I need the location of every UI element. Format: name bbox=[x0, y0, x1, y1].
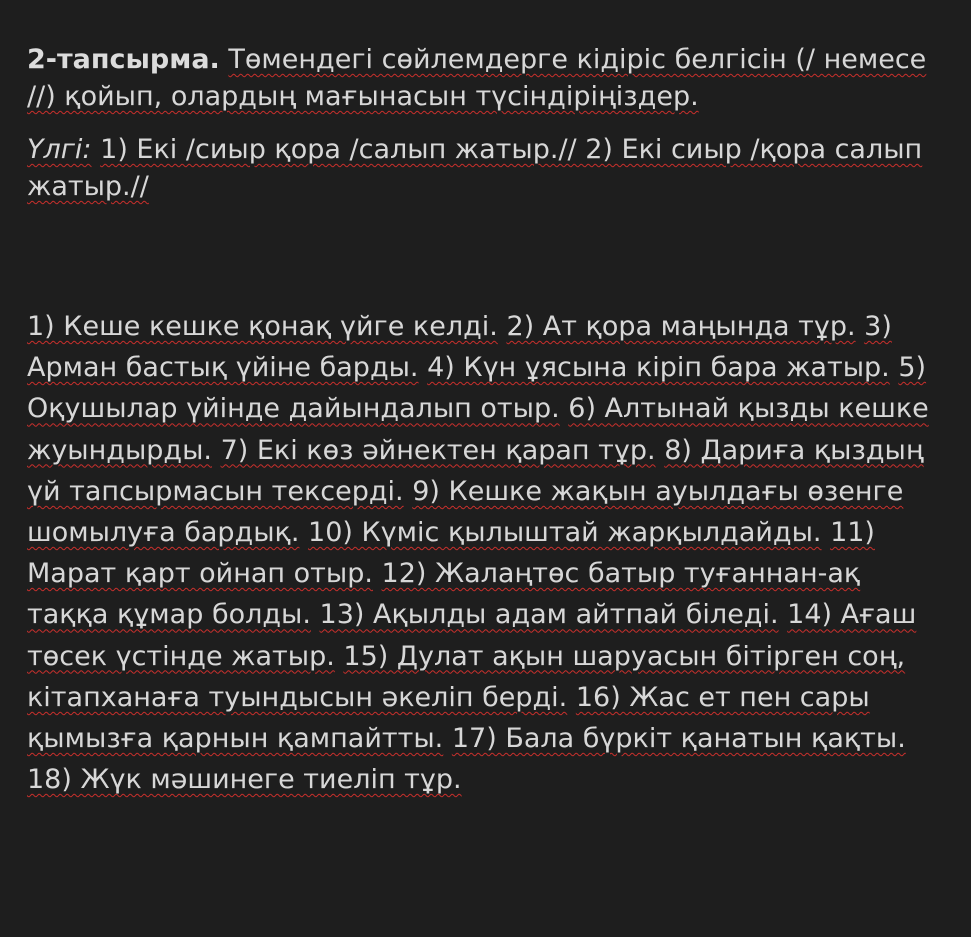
task-paragraph bbox=[27, 41, 931, 115]
sentences-paragraph bbox=[27, 306, 931, 800]
sentence-item: 18) Жүк мәшинеге тиеліп тұр. bbox=[27, 764, 462, 796]
task-label: 2-тапсырма. bbox=[27, 44, 220, 75]
sentence-item: 5) Оқушылар үйінде дайындалып отыр. bbox=[27, 352, 927, 425]
sentence-item: 11) Марат қарт ойнап отыр. bbox=[27, 517, 875, 590]
sample-paragraph bbox=[27, 131, 931, 205]
sentence-item: 13) Ақылды адам айтпай біледі. bbox=[319, 599, 779, 631]
task-instruction: Төмендегі сөйлемдерге кідіріс белгісін (/ немесе //) қойып, олардың мағынасын түсіндіріңіздер. bbox=[27, 44, 927, 112]
sentence-item: 3) Арман бастық үйіне барды. bbox=[27, 311, 892, 384]
sentence-item: 9) Кешке жақын ауылдағы өзенге шомылуға бардық. bbox=[27, 475, 904, 549]
sentence-item: 1) Кеше кешке қонақ үйге келді. bbox=[27, 311, 498, 342]
sentence-item: 8) Дариға қыздың үй тапсырмасын тексерді. bbox=[27, 434, 924, 507]
sentence-item: 4) Күн ұясына кіріп бара жатыр. bbox=[427, 352, 890, 384]
sentence-item: 2) Ат қора маңында тұр. bbox=[506, 311, 856, 342]
sentence-item: 6) Алтынай қызды кешке жуындырды. bbox=[27, 393, 929, 466]
sentence-item: 12) Жалаңтөс батыр туғаннан-ақ таққа құмар болды. bbox=[27, 558, 861, 631]
sentence-item: 15) Дулат ақын шаруасын бітірген соң, кітапханаға туындысын әкеліп берді. bbox=[27, 640, 906, 713]
sample-text: 1) Екі /сиыр қора /салып жатыр.// 2) Екі сиыр /қора салып жатыр.// bbox=[27, 134, 923, 202]
sentence-item: 17) Бала бүркіт қанатын қақты. bbox=[451, 723, 906, 755]
sentence-item: 14) Ағаш төсек үстінде жатыр. bbox=[27, 599, 917, 672]
sample-label: Үлгі: bbox=[27, 134, 92, 165]
sentence-item: 10) Күміс қылыштай жарқылдайды. bbox=[308, 517, 822, 549]
sentence-item: 16) Жас ет пен сары қымызға қарнын қампайтты. bbox=[27, 681, 870, 755]
sentence-item: 7) Екі көз әйнектен қарап тұр. bbox=[220, 434, 656, 466]
